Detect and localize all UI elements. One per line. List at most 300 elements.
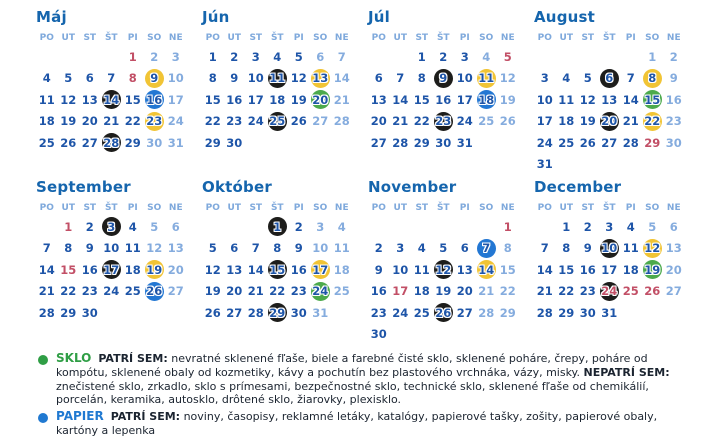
- day-number: 1: [648, 49, 657, 64]
- day-number: 1: [128, 49, 137, 64]
- day-cell: [642, 46, 664, 68]
- weekday-label: NE: [500, 203, 515, 213]
- weekday-label: PO: [537, 33, 552, 43]
- day-cell: [331, 216, 353, 238]
- weekday-label: PO: [205, 33, 220, 43]
- day-number: 18: [622, 262, 639, 277]
- day-number: 31: [456, 135, 473, 150]
- day-number: 23: [665, 114, 682, 129]
- day-cell: [224, 68, 246, 90]
- day-cell: [267, 111, 289, 133]
- days-grid: [36, 46, 188, 154]
- collection-day-marker: 15: [643, 90, 662, 109]
- day-number: 7: [626, 71, 635, 86]
- empty-cell: [411, 216, 433, 238]
- day-cell: [642, 68, 664, 90]
- day-cell: [476, 68, 498, 90]
- day-number: 24: [456, 114, 473, 129]
- day-number: 26: [644, 284, 661, 299]
- day-cell: [454, 111, 476, 133]
- day-cell: [556, 132, 578, 154]
- day-cell: [368, 111, 390, 133]
- empty-cell: [599, 46, 621, 68]
- day-cell: [368, 132, 390, 154]
- day-number: 5: [64, 71, 73, 86]
- day-cell: [267, 216, 289, 238]
- day-cell: [288, 89, 310, 111]
- day-cell: [165, 132, 187, 154]
- day-number: 3: [540, 71, 549, 86]
- day-cell: [58, 302, 80, 324]
- days-grid: [368, 216, 520, 345]
- legend-label: PAPIER: [56, 409, 104, 424]
- empty-cell: [368, 46, 390, 68]
- day-cell: [411, 132, 433, 154]
- day-cell: [122, 46, 144, 68]
- weekday-label: UT: [393, 33, 407, 43]
- day-number: 27: [312, 114, 329, 129]
- day-number: 25: [558, 135, 575, 150]
- day-cell: [390, 68, 412, 90]
- day-cell: [476, 238, 498, 260]
- day-number: 4: [273, 49, 282, 64]
- day-number: 8: [64, 241, 73, 256]
- day-cell: [331, 111, 353, 133]
- day-cell: [101, 238, 123, 260]
- day-number: 4: [626, 219, 635, 234]
- day-number: 16: [579, 262, 596, 277]
- weekday-label: SO: [479, 33, 494, 43]
- day-number: 20: [370, 114, 387, 129]
- day-cell: [497, 238, 519, 260]
- day-number: 6: [316, 49, 325, 64]
- day-number: 6: [669, 219, 678, 234]
- day-cell: [165, 111, 187, 133]
- day-cell: [165, 216, 187, 238]
- day-cell: [534, 154, 556, 176]
- day-number: 26: [204, 305, 221, 320]
- days-grid: [36, 216, 188, 324]
- day-number: 10: [167, 71, 184, 86]
- day-cell: [433, 111, 455, 133]
- month-november: [368, 176, 520, 346]
- day-number: 28: [333, 114, 350, 129]
- day-cell: [663, 111, 685, 133]
- day-cell: [599, 281, 621, 303]
- day-cell: [144, 46, 166, 68]
- day-cell: [433, 132, 455, 154]
- day-number: 6: [460, 241, 469, 256]
- day-number: 13: [81, 92, 98, 107]
- day-cell: [144, 132, 166, 154]
- day-cell: [101, 89, 123, 111]
- day-number: 16: [665, 92, 682, 107]
- empty-cell: [202, 216, 224, 238]
- day-cell: [224, 46, 246, 68]
- day-cell: [411, 46, 433, 68]
- day-number: 28: [622, 135, 639, 150]
- weekday-label: PO: [371, 203, 386, 213]
- day-cell: [476, 46, 498, 68]
- weekday-header-row: [368, 201, 520, 216]
- day-cell: [122, 281, 144, 303]
- day-cell: [556, 216, 578, 238]
- day-cell: [310, 259, 332, 281]
- day-cell: [390, 89, 412, 111]
- weekday-label: SO: [313, 203, 328, 213]
- day-cell: [368, 324, 390, 346]
- day-number: 5: [439, 241, 448, 256]
- weekday-label: ST: [249, 203, 263, 213]
- month-title: September: [36, 178, 131, 196]
- collection-day-marker: 10: [600, 239, 619, 258]
- day-cell: [390, 302, 412, 324]
- legend-label: SKLO: [56, 351, 92, 365]
- day-number: 14: [247, 262, 264, 277]
- weekday-label: NE: [666, 33, 681, 43]
- day-cell: [599, 89, 621, 111]
- day-cell: [310, 238, 332, 260]
- weekday-label: PI: [625, 203, 636, 213]
- day-cell: [556, 68, 578, 90]
- day-number: 14: [622, 92, 639, 107]
- day-cell: [642, 132, 664, 154]
- day-cell: [331, 238, 353, 260]
- day-cell: [497, 216, 519, 238]
- collection-day-marker: 7: [477, 239, 496, 258]
- day-number: 1: [417, 49, 426, 64]
- day-cell: [411, 111, 433, 133]
- day-number: 13: [456, 262, 473, 277]
- day-cell: [331, 46, 353, 68]
- weekday-header-row: [202, 31, 354, 46]
- day-number: 28: [536, 305, 553, 320]
- day-cell: [663, 46, 685, 68]
- day-cell: [642, 281, 664, 303]
- day-number: 16: [81, 262, 98, 277]
- weekday-label: ŠT: [104, 33, 118, 43]
- day-number: 30: [81, 305, 98, 320]
- legend-text-segment: PATRÍ SEM:: [98, 352, 168, 365]
- day-cell: [534, 132, 556, 154]
- day-number: 13: [226, 262, 243, 277]
- weekday-header-row: [368, 31, 520, 46]
- day-cell: [224, 89, 246, 111]
- day-cell: [390, 111, 412, 133]
- day-number: 21: [247, 284, 264, 299]
- day-number: 18: [333, 262, 350, 277]
- day-cell: [454, 238, 476, 260]
- day-cell: [433, 281, 455, 303]
- day-number: 6: [230, 241, 239, 256]
- day-cell: [331, 259, 353, 281]
- day-cell: [122, 111, 144, 133]
- day-number: 2: [374, 241, 383, 256]
- day-number: 21: [478, 284, 495, 299]
- day-cell: [620, 216, 642, 238]
- day-cell: [411, 89, 433, 111]
- day-cell: [556, 89, 578, 111]
- day-cell: [245, 238, 267, 260]
- day-cell: [454, 132, 476, 154]
- day-cell: [288, 111, 310, 133]
- day-cell: [202, 89, 224, 111]
- day-number: 8: [273, 241, 282, 256]
- day-cell: [368, 302, 390, 324]
- days-grid: [202, 46, 354, 154]
- day-number: 8: [503, 241, 512, 256]
- weekday-header-row: [202, 201, 354, 216]
- day-number: 4: [337, 219, 346, 234]
- day-cell: [368, 68, 390, 90]
- day-number: 11: [124, 241, 141, 256]
- empty-cell: [390, 46, 412, 68]
- weekday-label: PI: [459, 203, 470, 213]
- day-cell: [224, 111, 246, 133]
- empty-cell: [556, 46, 578, 68]
- weekday-label: NE: [334, 203, 349, 213]
- day-cell: [310, 281, 332, 303]
- day-number: 14: [38, 262, 55, 277]
- weekday-label: UT: [227, 203, 241, 213]
- empty-cell: [224, 216, 246, 238]
- day-number: 21: [103, 114, 120, 129]
- day-cell: [267, 302, 289, 324]
- collection-day-marker: 14: [102, 90, 121, 109]
- day-number: 18: [558, 114, 575, 129]
- day-number: 2: [294, 219, 303, 234]
- day-number: 17: [601, 262, 618, 277]
- day-number: 25: [333, 284, 350, 299]
- day-number: 15: [60, 262, 77, 277]
- day-number: 25: [413, 305, 430, 320]
- month-jún: [202, 6, 354, 176]
- month-máj: [36, 6, 188, 176]
- month-september: [36, 176, 188, 346]
- day-cell: [79, 259, 101, 281]
- day-cell: [577, 238, 599, 260]
- day-number: 27: [226, 305, 243, 320]
- day-cell: [79, 302, 101, 324]
- weekday-label: PI: [459, 33, 470, 43]
- day-cell: [663, 216, 685, 238]
- day-number: 28: [247, 305, 264, 320]
- day-number: 11: [413, 262, 430, 277]
- day-number: 4: [128, 219, 137, 234]
- weekday-label: PO: [39, 33, 54, 43]
- day-cell: [497, 281, 519, 303]
- day-cell: [224, 259, 246, 281]
- weekday-label: SO: [147, 203, 162, 213]
- day-cell: [165, 46, 187, 68]
- day-number: 12: [499, 71, 516, 86]
- collection-day-marker: 17: [311, 260, 330, 279]
- day-cell: [79, 132, 101, 154]
- day-cell: [497, 111, 519, 133]
- day-number: 17: [456, 92, 473, 107]
- empty-cell: [390, 216, 412, 238]
- weekday-label: SO: [479, 203, 494, 213]
- day-cell: [454, 46, 476, 68]
- day-cell: [331, 281, 353, 303]
- day-cell: [202, 132, 224, 154]
- day-number: 27: [370, 135, 387, 150]
- day-number: 31: [601, 305, 618, 320]
- day-cell: [310, 89, 332, 111]
- collection-day-marker: 11: [477, 69, 496, 88]
- day-cell: [144, 281, 166, 303]
- day-cell: [288, 259, 310, 281]
- day-cell: [58, 281, 80, 303]
- day-cell: [642, 216, 664, 238]
- day-cell: [663, 259, 685, 281]
- bullet-icon: [38, 355, 48, 365]
- collection-day-marker: 19: [643, 260, 662, 279]
- day-cell: [577, 89, 599, 111]
- day-number: 12: [146, 241, 163, 256]
- day-cell: [79, 238, 101, 260]
- day-number: 1: [562, 219, 571, 234]
- day-number: 4: [417, 241, 426, 256]
- day-cell: [433, 238, 455, 260]
- day-number: 20: [167, 262, 184, 277]
- day-number: 2: [85, 219, 94, 234]
- day-cell: [267, 68, 289, 90]
- day-cell: [36, 302, 58, 324]
- day-cell: [433, 259, 455, 281]
- weekday-label: PI: [127, 33, 138, 43]
- day-cell: [476, 302, 498, 324]
- day-number: 9: [230, 71, 239, 86]
- day-number: 21: [622, 114, 639, 129]
- day-cell: [368, 281, 390, 303]
- day-number: 21: [536, 284, 553, 299]
- day-number: 2: [150, 49, 159, 64]
- day-cell: [620, 238, 642, 260]
- day-number: 14: [536, 262, 553, 277]
- day-cell: [663, 68, 685, 90]
- day-cell: [245, 68, 267, 90]
- day-number: 29: [124, 135, 141, 150]
- weekday-label: UT: [61, 33, 75, 43]
- day-cell: [454, 89, 476, 111]
- day-number: 11: [38, 92, 55, 107]
- day-cell: [224, 238, 246, 260]
- day-number: 27: [167, 284, 184, 299]
- day-cell: [599, 132, 621, 154]
- day-cell: [599, 216, 621, 238]
- day-cell: [663, 132, 685, 154]
- day-number: 29: [499, 305, 516, 320]
- day-cell: [599, 259, 621, 281]
- day-number: 6: [85, 71, 94, 86]
- day-number: 11: [622, 241, 639, 256]
- weekday-label: ŠT: [602, 33, 616, 43]
- weekday-label: ST: [83, 203, 97, 213]
- day-cell: [556, 111, 578, 133]
- day-number: 7: [396, 71, 405, 86]
- day-number: 26: [499, 114, 516, 129]
- day-number: 18: [38, 114, 55, 129]
- day-cell: [620, 111, 642, 133]
- day-number: 16: [370, 284, 387, 299]
- day-number: 19: [499, 92, 516, 107]
- day-cell: [245, 281, 267, 303]
- day-cell: [288, 281, 310, 303]
- month-title: Október: [202, 178, 272, 196]
- day-number: 17: [247, 92, 264, 107]
- day-cell: [310, 68, 332, 90]
- day-number: 15: [413, 92, 430, 107]
- day-cell: [497, 46, 519, 68]
- day-cell: [58, 111, 80, 133]
- day-cell: [534, 111, 556, 133]
- day-number: 3: [460, 49, 469, 64]
- day-number: 13: [370, 92, 387, 107]
- days-grid: [368, 46, 520, 154]
- day-cell: [577, 302, 599, 324]
- empty-cell: [534, 46, 556, 68]
- day-cell: [411, 68, 433, 90]
- day-number: 13: [665, 241, 682, 256]
- bullet-icon: [38, 413, 48, 423]
- day-cell: [202, 302, 224, 324]
- day-number: 25: [622, 284, 639, 299]
- day-cell: [556, 238, 578, 260]
- day-number: 16: [435, 92, 452, 107]
- day-number: 23: [579, 284, 596, 299]
- day-cell: [267, 281, 289, 303]
- day-cell: [433, 46, 455, 68]
- day-cell: [390, 132, 412, 154]
- day-cell: [58, 238, 80, 260]
- collection-day-marker: 6: [600, 69, 619, 88]
- day-number: 18: [413, 284, 430, 299]
- day-number: 2: [439, 49, 448, 64]
- day-cell: [556, 281, 578, 303]
- day-cell: [331, 68, 353, 90]
- day-cell: [122, 68, 144, 90]
- day-cell: [368, 259, 390, 281]
- day-number: 2: [669, 49, 678, 64]
- day-number: 30: [435, 135, 452, 150]
- day-cell: [497, 89, 519, 111]
- collection-day-marker: 23: [145, 112, 164, 131]
- day-cell: [144, 89, 166, 111]
- day-cell: [58, 216, 80, 238]
- day-number: 12: [290, 71, 307, 86]
- day-cell: [122, 89, 144, 111]
- day-number: 28: [392, 135, 409, 150]
- day-number: 3: [316, 219, 325, 234]
- day-cell: [79, 68, 101, 90]
- collection-day-marker: 26: [145, 282, 164, 301]
- day-cell: [310, 302, 332, 324]
- day-cell: [620, 132, 642, 154]
- day-number: 23: [226, 114, 243, 129]
- day-number: 24: [103, 284, 120, 299]
- day-cell: [202, 281, 224, 303]
- day-cell: [411, 259, 433, 281]
- month-title: Jún: [202, 8, 230, 26]
- empty-cell: [454, 216, 476, 238]
- day-number: 21: [38, 284, 55, 299]
- day-number: 9: [583, 241, 592, 256]
- collection-day-marker: 20: [311, 90, 330, 109]
- day-cell: [497, 68, 519, 90]
- day-number: 30: [146, 135, 163, 150]
- day-cell: [122, 216, 144, 238]
